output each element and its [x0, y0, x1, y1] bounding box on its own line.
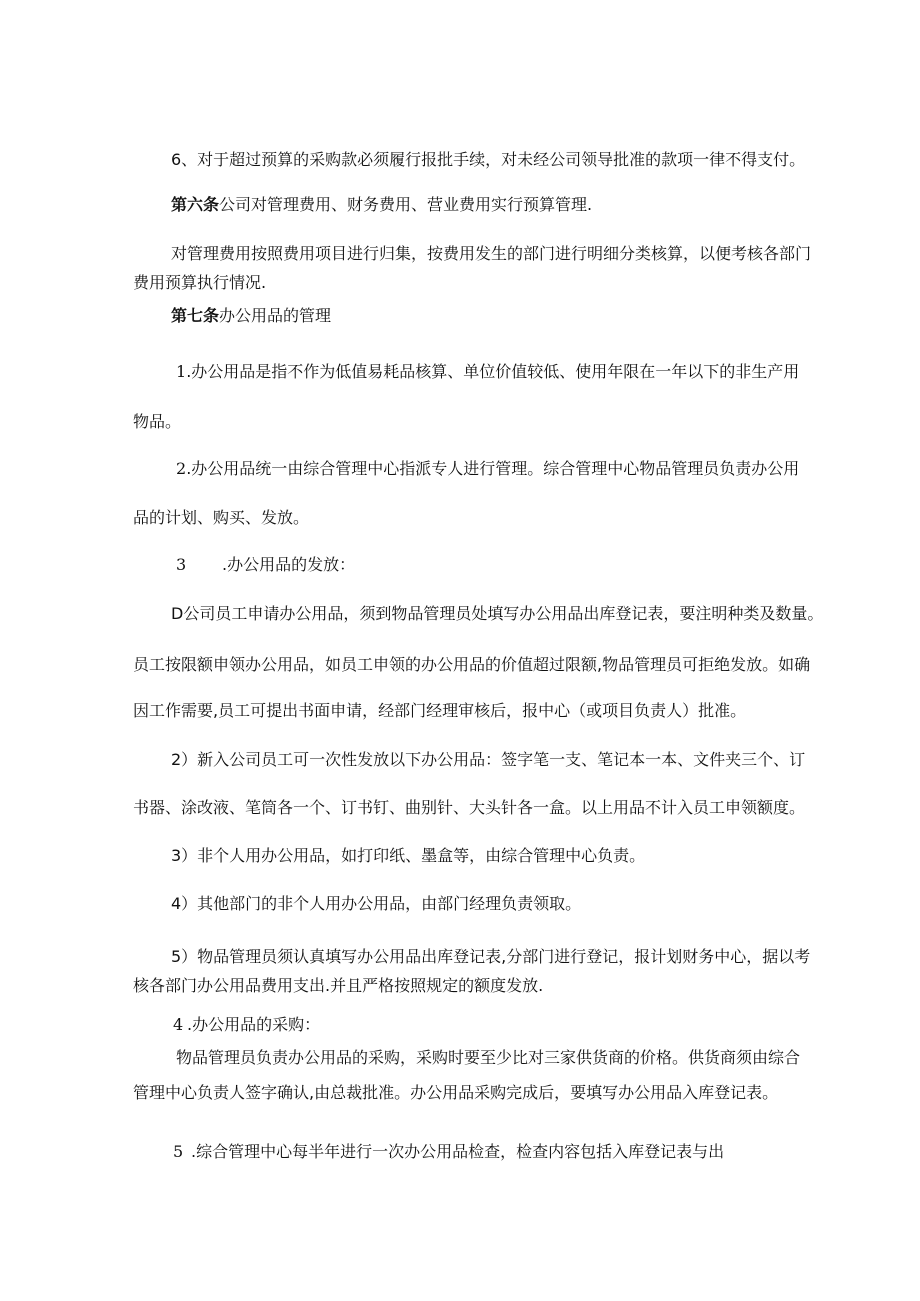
item-2-number: 2 [176, 459, 187, 478]
article-6-paragraph-line-1: 对管理费用按照费用项目进行归集，按费用发生的部门进行明细分类核算，以便考核各部门 [171, 244, 812, 263]
article-6-paragraph-line-2: 费用预算执行情况. [133, 273, 267, 292]
item-3-line-1 [176, 554, 355, 576]
item-5-text: .综合管理中心每半年进行一次办公用品检查，检查内容包括入库登记表与出 [191, 1142, 725, 1161]
item-3-sub-1-line-3: 因工作需要,员工可提出书面申请，经部门经理审核后，报中心（或项目负责人）批准。 [133, 701, 747, 720]
item-3-text: .办公用品的发放： [222, 555, 356, 574]
article-7 [171, 305, 331, 327]
item-3-sub-5-line-1: 5）物品管理员须认真填写办公用品出库登记表,分部门进行登记，报计划财务中心，据以考 [171, 947, 811, 966]
item-1-text: .办公用品是指不作为低值易耗品核算、单位价值较低、使用年限在一年以下的非生产用 [186, 362, 800, 381]
paragraph-item-6: 6、对于超过预算的采购款必须履行报批手续，对未经公司领导批准的款项一律不得支付。 [171, 150, 806, 169]
item-3-sub-1-line-1: D公司员工申请办公用品，须到物品管理员处填写办公用品出库登记表，要注明种类及数量。 [171, 604, 824, 623]
item-4-line-1 [173, 1014, 320, 1036]
item-3-sub-5-line-2: 核各部门办公用品费用支出.并且严格按照规定的额度发放. [133, 976, 544, 995]
article-6-title: 第六条 [171, 195, 220, 214]
article-6-body: 公司对管理费用、财务费用、营业费用实行预算管理. [219, 195, 593, 214]
item-4-text: .办公用品的采购： [187, 1015, 321, 1034]
item-1-number: 1 [176, 362, 187, 381]
item-3-sub-1-line-2: 员工按限额申领办公用品，如员工申领的办公用品的价值超过限额,物品管理员可拒绝发放。如确 [133, 655, 811, 674]
item-4-paragraph-line-2: 管理中心负责人签字确认,由总裁批准。办公用品采购完成后，要填写办公用品入库登记表。 [133, 1083, 779, 1102]
item-3-sub-4: 4）其他部门的非个人用办公用品，由部门经理负责领取。 [171, 894, 582, 913]
item-2-line-1 [176, 458, 799, 480]
article-7-title: 第七条 [171, 306, 220, 325]
item-5-number: 5 [173, 1142, 184, 1161]
item-3-number: 3 [176, 555, 187, 574]
item-1-line-1 [176, 361, 799, 383]
item-3-sub-3: 3）非个人用办公用品，如打印纸、墨盒等，由综合管理中心负责。 [171, 846, 646, 865]
item-3-sub-2-line-1: 2）新入公司员工可一次性发放以下办公用品：签字笔一支、笔记本一本、文件夹三个、订 [171, 750, 806, 769]
item-2-text: .办公用品统一由综合管理中心指派专人进行管理。综合管理中心物品管理员负责办公用 [186, 459, 800, 478]
item-1-line-2: 物品。 [133, 412, 182, 431]
item-3-sub-2-line-2: 书器、涂改液、笔筒各一个、订书钉、曲别针、大头针各一盒。以上用品不计入员工申领额度。 [133, 798, 806, 817]
item-5-line-1 [173, 1141, 724, 1163]
item-4-number: 4 [173, 1015, 184, 1034]
item-2-line-2: 品的计划、购买、发放。 [133, 508, 310, 527]
article-7-body: 办公用品的管理 [219, 306, 332, 325]
article-6 [171, 194, 592, 216]
item-4-paragraph-line-1: 物品管理员负责办公用品的采购，采购时要至少比对三家供货商的价格。供货商须由综合 [176, 1048, 801, 1067]
